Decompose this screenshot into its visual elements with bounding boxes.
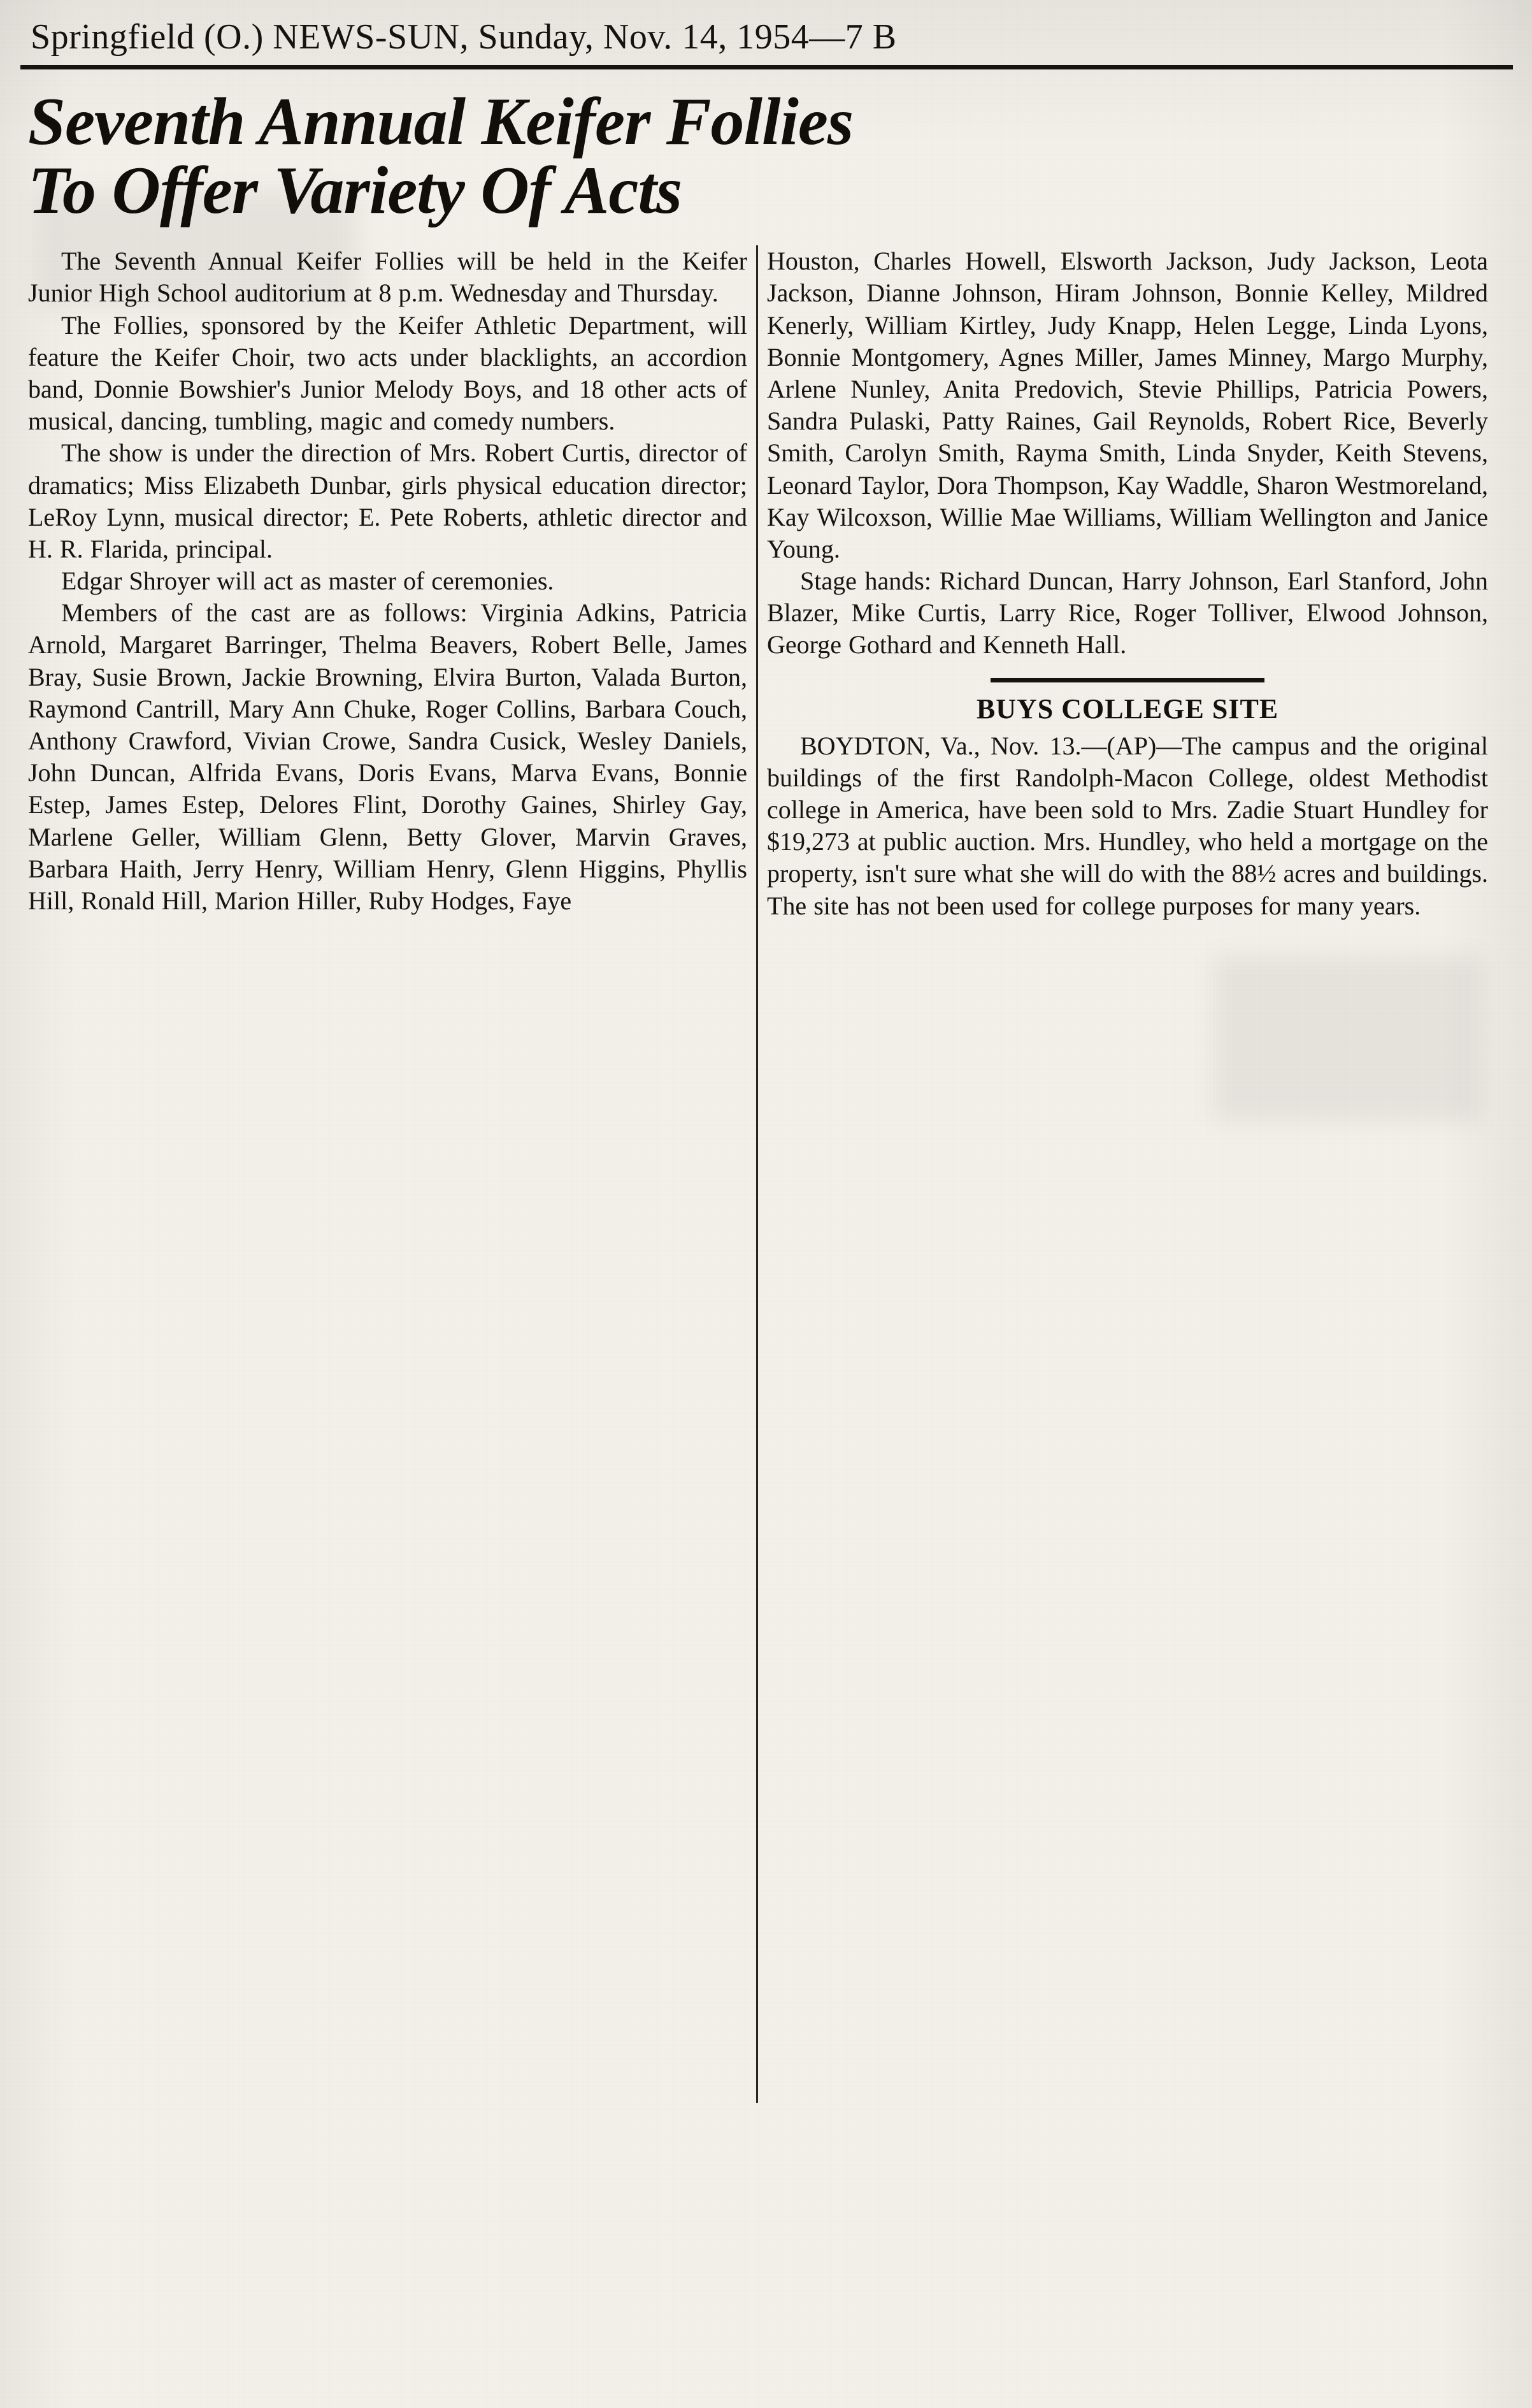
page-title [19,73,1513,234]
article-columns [19,245,1513,2103]
masthead-line: Springfield (O.) NEWS-SUN, Sunday, Nov. 14, 1954—7 B [31,17,897,57]
masthead-rule [20,65,1513,69]
right-column [758,245,1497,2103]
cast-list-paragraph: Members of the cast are as follows: Virginia Adkins, Patricia Arnold, Margaret Barringer, Thelma Beavers, Robert Belle, James Bray, Susie Brown, Jackie Browning, Elvira Burton, Valada Burton, Raymond Cantrill, Mary Ann Chuke, Roger Collins, Barbara Couch, Anthony Crawford, Vivian Crowe, Sandra Cusick, Wesley Daniels, John Duncan, Alfrida Evans, Doris Evans, Marva Evans, Bonnie Estep, James Estep, Delores Flint, Dorothy Gaines, Shirley Gay, Marlene Geller, William Glenn, Betty Glover, Marvin Graves, Barbara Haith, Jerry Henry, William Henry, Glenn Higgins, Phyllis Hill, Ronald Hill, Marion Hiller, Ruby Hodges, Faye [28,598,747,915]
second-story-body: BOYDTON, Va., Nov. 13.—(AP)—The campus and the original buildings of the first Randolph-Macon College, oldest Methodist college in America, have been sold to Mrs. Zadie Stuart Hundley for $19,273 at public auction. Mrs. Hundley, who held a mortgage on the property, isn't sure what she will do with the 88½ acres and buildings. The site has not been used for college purposes for many years. [767,731,1488,920]
paragraph: The Seventh Annual Keifer Follies will be held in the Keifer Junior High School auditorium at 8 p.m. Wednesday and Thursday. [28,247,747,308]
paragraph: Edgar Shroyer will act as master of ceremonies. [61,566,554,596]
section-divider [991,678,1264,682]
stage-hands-paragraph: Stage hands: Richard Duncan, Harry Johnson, Earl Stanford, John Blazer, Mike Curtis, Larry Rice, Roger Tolliver, Elwood Johnson, George Gothard and Kenneth Hall. [767,566,1488,660]
headline-line-1: Seventh Annual Keifer Follies [28,84,854,159]
second-story-headline: BUYS COLLEGE SITE [976,693,1279,725]
paragraph: The Follies, sponsored by the Keifer Athletic Department, will feature the Keifer Choir, two acts under blacklights, an accordion band, Donnie Bowshier's Junior Melody Boys, and 18 other acts of musical, dancing, tumbling, magic and comedy numbers. [28,310,747,436]
cast-list-continued: Houston, Charles Howell, Elsworth Jackson, Judy Jackson, Leota Jackson, Dianne Johnson, Hiram Johnson, Bonnie Kelley, Mildred Kenerly, William Kirtley, Judy Knapp, Helen Legge, Linda Lyons, Bonnie Montgomery, Agnes Miller, James Minney, Margo Murphy, Arlene Nunley, Anita Predovich, Stevie Phillips, Patricia Powers, Sandra Pulaski, Patty Raines, Gail Reynolds, Robert Rice, Beverly Smith, Carolyn Smith, Rayma Smith, Linda Snyder, Keith Stevens, Leonard Taylor, Dora Thompson, Kay Waddle, Sharon Westmoreland, Kay Wilcoxson, Willie Mae Williams, William Wellington and Janice Young. [767,247,1488,563]
headline-line-2: To Offer Variety Of Acts [28,153,682,228]
left-column [19,245,758,2103]
paragraph: The show is under the direction of Mrs. Robert Curtis, director of dramatics; Miss Elizabeth Dunbar, girls physical education director; LeRoy Lynn, musical director; E. Pete Roberts, athletic director and H. R. Flarida, principal. [28,438,747,563]
